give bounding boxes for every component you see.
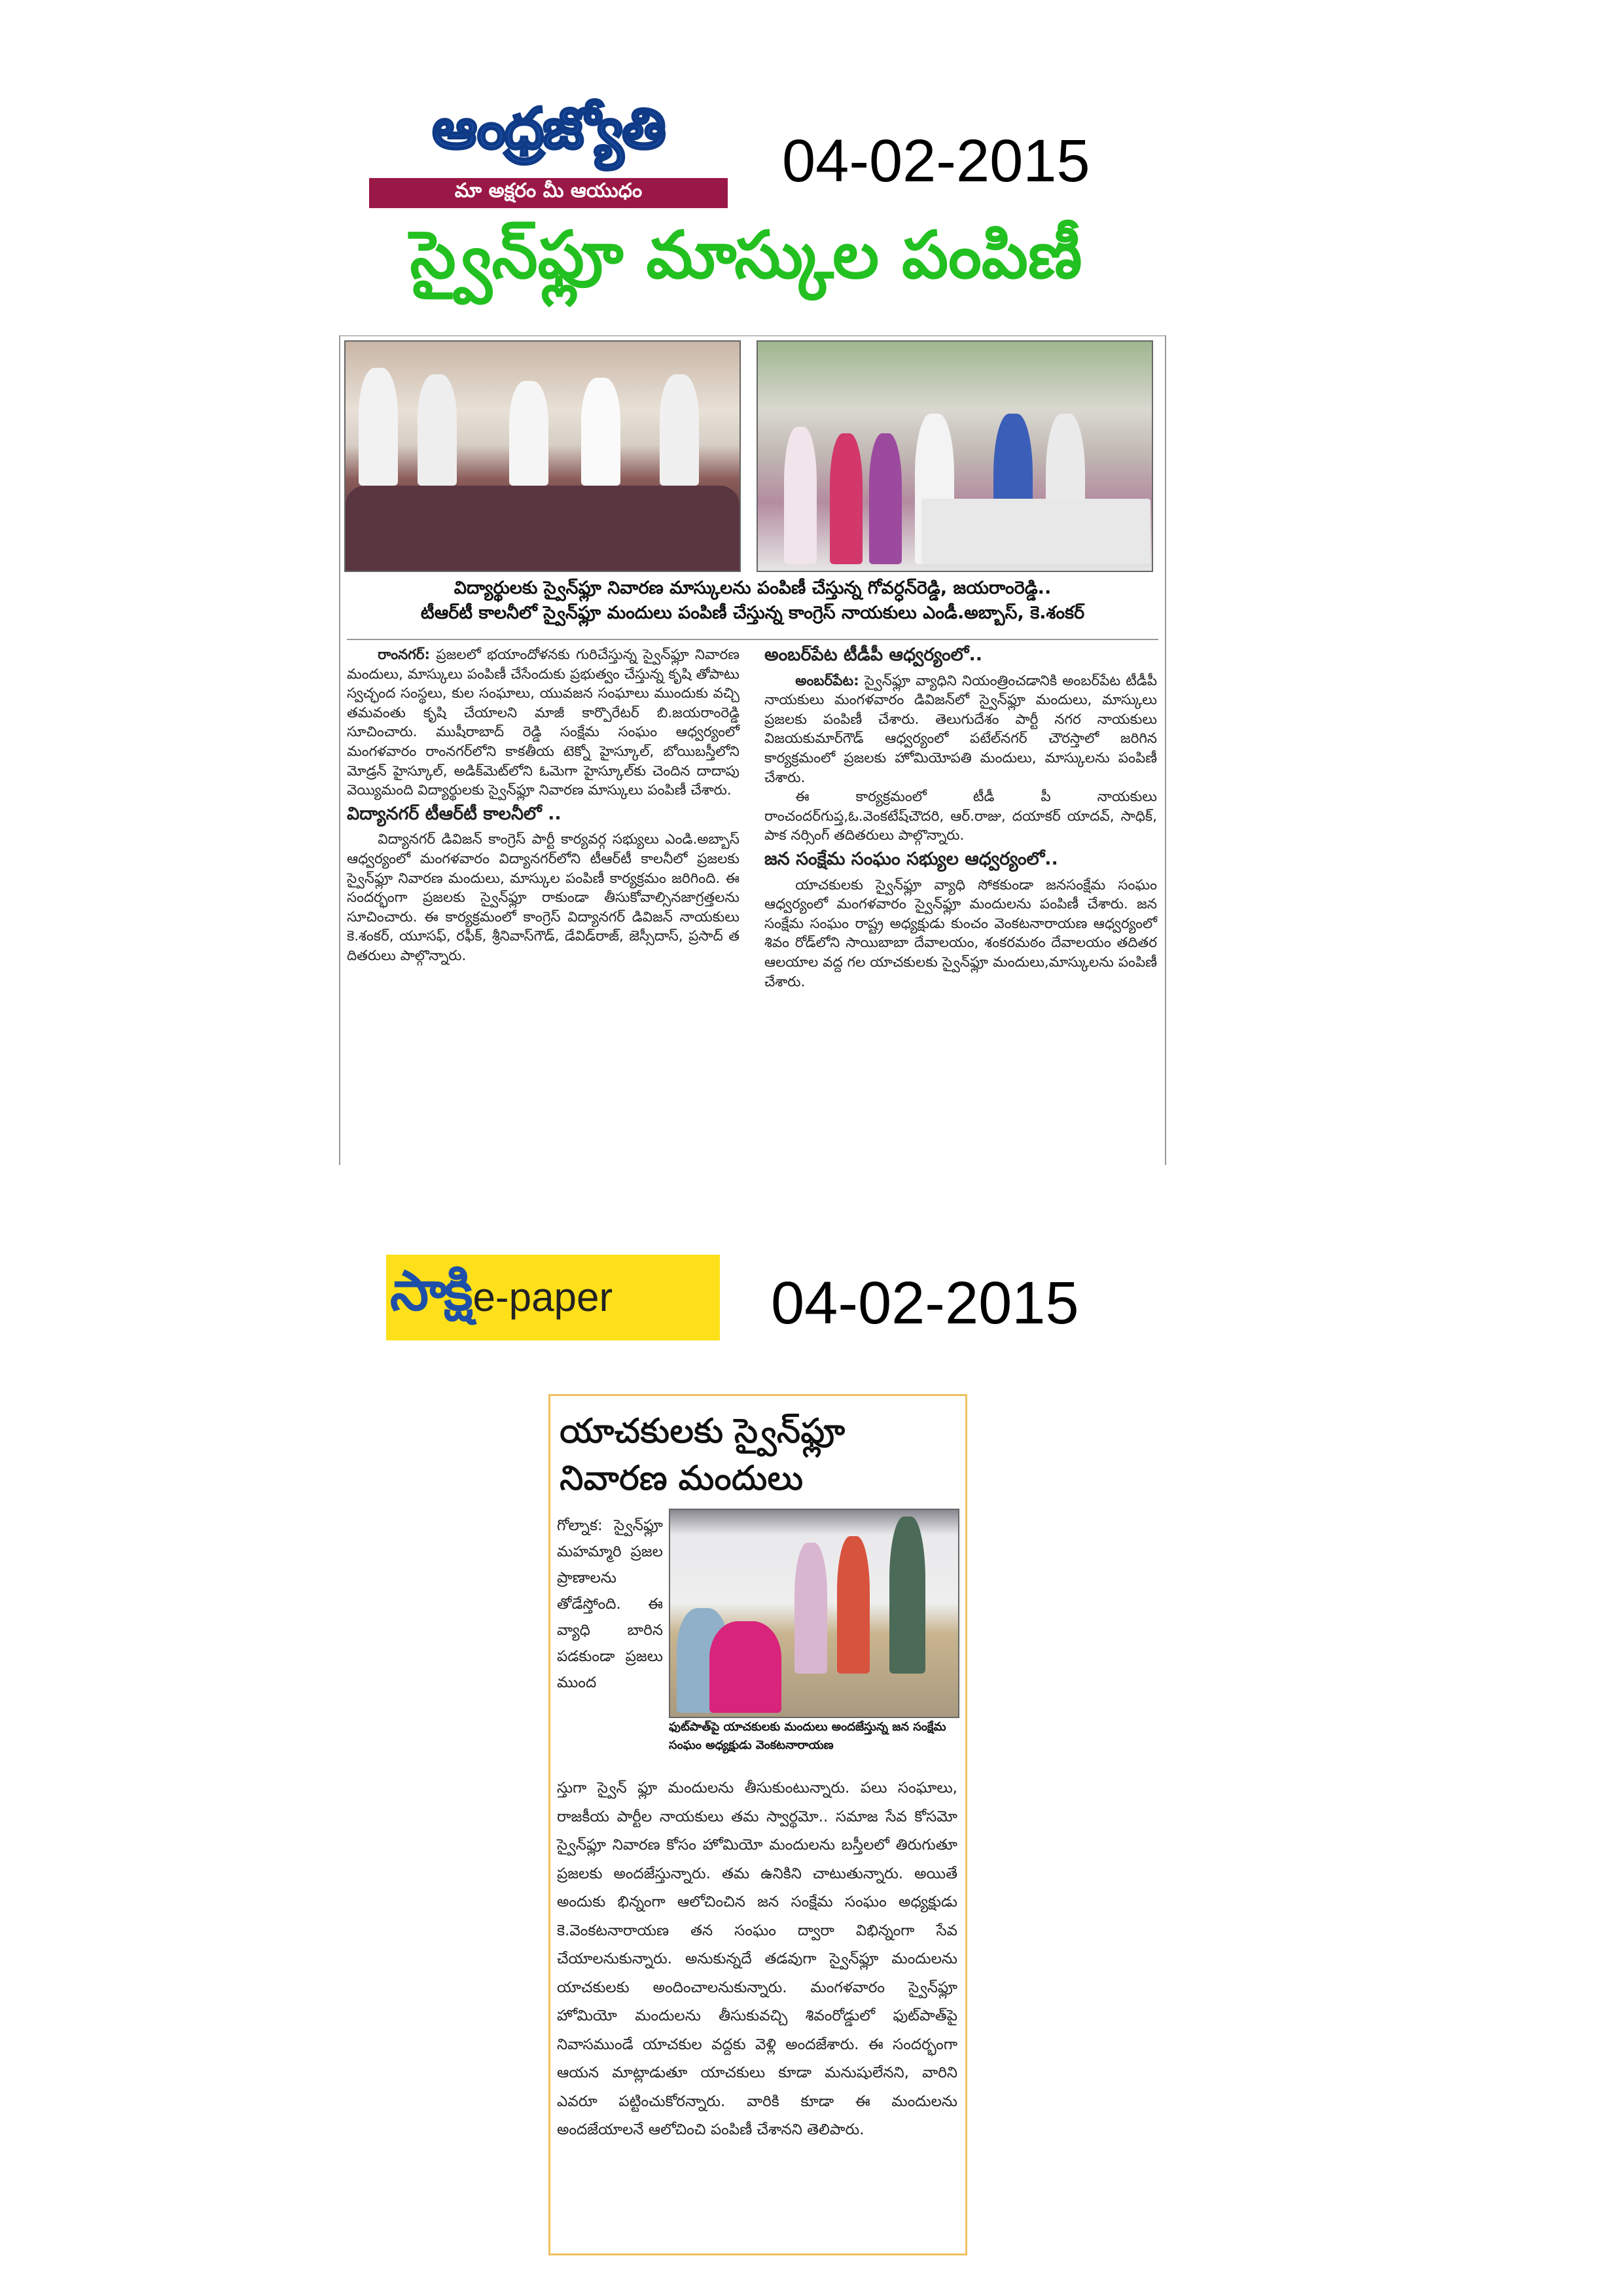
sakshi-logo (386, 1255, 720, 1340)
article-paragraph: ఈ కార్యక్రమంలో టీడీ పీ నాయకులు రాంచందర్‌గుప్త,ఓ.వెంకటేష్‌చౌదరి, ఆర్.రాజు, దయాకర్ యాదవ్, సాధిక్, పాక నర్సింగ్ తదితరులు పాల్గొన్నారు. (764, 789, 1157, 844)
andhrajyothi-logo-tagline: మా అక్షరం మీ ఆయుధం (369, 178, 728, 208)
sakshi-date: 04-02-2015 (771, 1270, 1079, 1336)
sakshi-article (548, 1394, 967, 2255)
photo-caption (340, 576, 1165, 626)
beggars-medicine-photo (669, 1509, 959, 1718)
article-paragraph: విద్యానగర్ డివిజన్ కాంగ్రెస్ పార్టీ కార్యవర్గ సభ్యులు ఎండి.అబ్బాస్ ఆధ్వర్యంలో మంగళవారం విద్యానగర్‌లోని టీఆర్‌టీ కాలనీలో ప్రజలకు స్వైన్‌ఫ్లూ నివారణ మందులు, మాస్కుల పంపిణీ కార్యక్రమం జరిగింది. ఈ సందర్భంగా ప్రజలకు స్వైన్‌ఫ్లూ రాకుండా తీసుకోవాల్సినజాగ్రత్తలను సూచించారు. ఈ కార్యక్రమంలో కాంగ్రెస్ విద్యానగర్ డివిజన్ నాయకులు కె.శంకర్, యూసఫ్, రఫీక్, శ్రీనివాస్‌గౌడ్, డేవిడ్‌రాజ్, జెస్సీదాస్, ప్రసాద్ త దితరులు పాల్గొన్నారు. (347, 831, 740, 964)
students-masks-photo (344, 340, 741, 572)
andhrajyothi-logo-name: ఆంధ్రజ్యోతి (432, 96, 665, 162)
subheading: విద్యానగర్ టీఆర్‌టీ కాలనీలో .. (347, 803, 562, 824)
andhrajyothi-logo (366, 96, 730, 209)
sakshi-photo-caption: ఫుట్‌పాత్‌పై యాచకులకు మందులు అందజేస్తున్న జన సంక్షేమ సంఘం అధ్యక్షుడు వెంకటనారాయణ (669, 1720, 946, 1752)
photo-caption-line1: విద్యార్థులకు స్వైన్‌ఫ్లూ నివారణ మాస్కులను పంపిణీ చేస్తున్న గోవర్ధన్‌రెడ్డి, జయరాంరెడ్డి.. (454, 578, 1052, 598)
article-paragraph: యాచకులకు స్వైన్‌ఫ్లూ వ్యాధి సోకకుండా జనసంక్షేమ సంఘం ఆధ్వర్యంలో మంగళవారం స్వైన్‌ఫ్లూ మందులను పంపిణీ చేశారు. జన సంక్షేమ సంఘం రాష్ట్ర అధ్యక్షుడు కుంచం వెంకటనారాయణ ఆధ్వర్యంలో శివం రోడ్‌లోని సాయిబాబా దేవాలయం, శంకరమఠం దేవాలయం తదితర ఆలయాల వద్ద గల యాచకులకు స్వైన్‌ఫ్లూ మందులు,మాస్కులను పంపిణీ చేశారు. (764, 876, 1157, 990)
article-left-column (347, 645, 740, 966)
article-right-column (764, 645, 1157, 992)
sakshi-body-narrow: గోల్నాక: స్వైన్‌ఫ్లూ మహమ్మారి ప్రజల ప్రాణాలను తోడేస్తోంది. ఈ వ్యాధి బారిన పడకుండా ప్రజలు ముంద (557, 1517, 663, 1691)
subheading: అంబర్‌పేట టీడీపీ ఆధ్వర్యంలో.. (764, 645, 982, 665)
subheading: జన సంక్షేమ సంఘం సభ్యుల ఆధ్వర్యంలో.. (764, 848, 1058, 869)
paragraph-text: స్వైన్‌ఫ్లూ వ్యాధిని నియంత్రించడానికి అంబర్‌పేట టీడీపీ నాయకులు మంగళవారం డివిజన్‌లో స్వైన్‌ఫ్లూ మందులు, మాస్కులు ప్రజలకు పంపిణీ చేశారు. తెలుగుదేశం పార్టీ నగర నాయకులు విజయకుమార్‌గౌడ్ ఆధ్వర్యంలో పటేల్‌నగర్ చౌరస్తాలో జరిగిన కార్యక్రమంలో ప్రజలకు హోమియోపతి మందులు, మాస్కులను పంపిణీ చేశారు. (764, 672, 1157, 786)
divider (347, 639, 1158, 640)
dateline: రాంనగర్: (378, 647, 431, 663)
article-paragraph (764, 672, 1157, 788)
sakshi-logo-name: సాక్షి (390, 1259, 471, 1323)
sakshi-body-wide: స్తుగా స్వైన్ ఫ్లూ మందులను తీసుకుంటున్నారు. పలు సంఘాలు, రాజకీయ పార్టీల నాయకులు తమ స్వార్థమో.. సమాజ సేవ కోసమో స్వైన్‌ఫ్లూ నివారణ కోసం హోమియో మందులను బస్తీలలో తిరుగుతూ ప్రజలకు అందజేస్తున్నారు. తమ ఉనికిని చాటుతున్నారు. అయితే అందుకు భిన్నంగా ఆలోచించిన జన సంక్షేమ సంఘం అధ్యక్షుడు కె.వెంకటనారాయణ తన సంఘం ద్వారా విభిన్నంగా సేవ చేయాలనుకున్నారు. అనుకున్నదే తడవుగా స్వైన్‌ఫ్లూ మందులను యాచకులకు అందించాలనుకున్నారు. మంగళవారం స్వైన్‌ఫ్లూ హోమియో మందులను తీసుకువచ్చి శివంరోడ్డులో ఫుట్‌పాత్‌పై నివాసముండే యాచకుల వద్దకు వెళ్లి అందజేశారు. ఈ సందర్భంగా ఆయన మాట్లాడుతూ యాచకులు కూడా మనుషులేనని, వారిని ఎవరూ పట్టించుకోరన్నారు. వారికి కూడా ఈ మందులను అందజేయాలనే ఆలోచించి పంపిణీ చేశానని తెలిపారు. (557, 1780, 957, 2138)
sakshi-headline: యాచకులకు స్వైన్‌ఫ్లూ నివారణ మందులు (560, 1412, 846, 1498)
andhrajyothi-headline: స్వైన్‌ఫ్లూ మాస్కుల పంపిణీ (410, 217, 1082, 293)
sakshi-logo-suffix: e-paper (473, 1275, 613, 1320)
andhrajyothi-article (339, 335, 1166, 1165)
andhrajyothi-date: 04-02-2015 (782, 128, 1090, 194)
congress-leaders-distribution-photo (757, 340, 1153, 572)
article-paragraph (347, 645, 740, 800)
paragraph-text: ప్రజలలో భయాందోళనకు గురిచేస్తున్న స్వైన్‌ఫ్లూ నివారణ మందులు, మాస్కులు పంపిణీ చేసేందుకు ప్రభుత్వం చేస్తున్న కృషి తోపాటు స్వచ్ఛంద సంస్థలు, కుల సంఘాలు, యువజన సంఘాలు ముందుకు వచ్చి తమవంతు కృషి చేయాలని మాజీ కార్పొరేటర్ బి.జయరాంరెడ్డి సూచించారు. ముషీరాబాద్ రెడ్డి సంక్షేమ సంఘం ఆధ్వర్యంలో మంగళవారం రాంనగర్‌లోని కాకతీయ టెక్నో హైస్కూల్, బోయిబస్తీలోని మోడ్రన్ హైస్కూల్, అడిక్‌మెట్‌లోని ఓమెగా హైస్కూల్‌కు చెందిన దాదాపు వెయ్యిమంది విద్యార్థులకు స్వైన్‌ఫ్లూ నివారణ మాస్కులు పంపిణీ చేశారు. (347, 647, 740, 799)
dateline: అంబర్‌పేట: (795, 672, 859, 689)
photo-caption-line2: టీఆర్‌టీ కాలనీలో స్వైన్‌ఫ్లూ మందులు పంపిణీ చేస్తున్న కాంగ్రెస్ నాయకులు ఎండీ.అబ్బాస్, కె.శంకర్ (420, 603, 1085, 623)
